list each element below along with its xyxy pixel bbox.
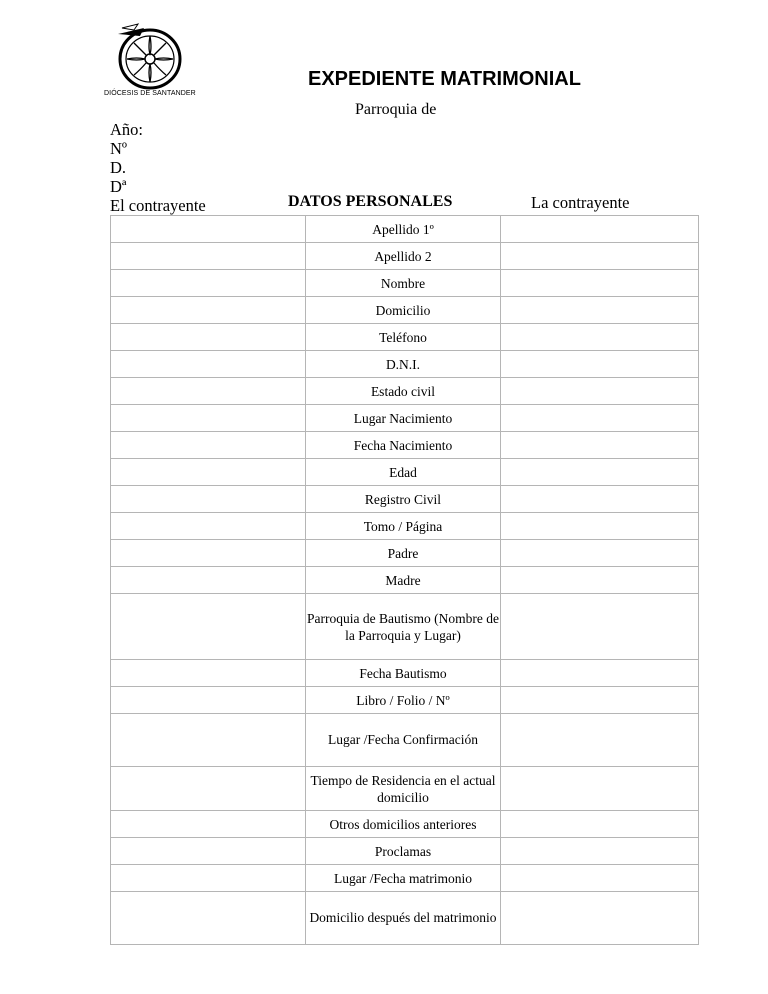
record-fields	[110, 120, 206, 215]
groom-cell[interactable]	[111, 297, 306, 324]
parish-label: Parroquia de	[355, 101, 437, 118]
table-row	[111, 767, 699, 811]
groom-cell[interactable]	[111, 865, 306, 892]
bride-name-label: Dª	[110, 177, 127, 196]
bride-cell[interactable]	[501, 767, 699, 811]
groom-cell[interactable]	[111, 270, 306, 297]
groom-header: El contrayente	[110, 196, 206, 215]
diocese-logo	[104, 22, 196, 102]
bride-cell[interactable]	[501, 567, 699, 594]
table-row	[111, 405, 699, 432]
field-label: Lugar /Fecha Confirmación	[306, 714, 501, 767]
groom-cell[interactable]	[111, 351, 306, 378]
field-label: D.N.I.	[306, 351, 501, 378]
bride-cell[interactable]	[501, 243, 699, 270]
groom-cell[interactable]	[111, 714, 306, 767]
field-label: Edad	[306, 459, 501, 486]
table-row	[111, 567, 699, 594]
document-title: EXPEDIENTE MATRIMONIAL	[308, 68, 581, 90]
bride-cell[interactable]	[501, 540, 699, 567]
table-row	[111, 811, 699, 838]
table-row	[111, 892, 699, 945]
groom-name-label: D.	[110, 158, 127, 177]
groom-cell[interactable]	[111, 216, 306, 243]
logo-caption: DIÓCESIS DE SANTANDER	[104, 90, 196, 97]
table-row	[111, 838, 699, 865]
field-label: Apellido 1º	[306, 216, 501, 243]
groom-cell[interactable]	[111, 486, 306, 513]
table-row	[111, 865, 699, 892]
table-row	[111, 378, 699, 405]
number-label: Nº	[110, 139, 128, 158]
field-label: Lugar Nacimiento	[306, 405, 501, 432]
table-row	[111, 324, 699, 351]
table-row	[111, 432, 699, 459]
bride-header: La contrayente	[531, 193, 630, 212]
diocese-seal-icon	[104, 22, 196, 92]
bride-cell[interactable]	[501, 687, 699, 714]
field-label: Tomo / Página	[306, 513, 501, 540]
groom-cell[interactable]	[111, 687, 306, 714]
bride-cell[interactable]	[501, 216, 699, 243]
field-label: Otros domicilios anteriores	[306, 811, 501, 838]
field-label: Parroquia de Bautismo (Nombre de la Parroquia y Lugar)	[306, 594, 501, 660]
bride-cell[interactable]	[501, 270, 699, 297]
groom-cell[interactable]	[111, 513, 306, 540]
field-label: Teléfono	[306, 324, 501, 351]
table-row	[111, 459, 699, 486]
field-label: Proclamas	[306, 838, 501, 865]
field-label: Padre	[306, 540, 501, 567]
table-row	[111, 243, 699, 270]
groom-cell[interactable]	[111, 324, 306, 351]
groom-cell[interactable]	[111, 767, 306, 811]
bride-cell[interactable]	[501, 486, 699, 513]
bride-cell[interactable]	[501, 513, 699, 540]
field-label: Lugar /Fecha matrimonio	[306, 865, 501, 892]
bride-cell[interactable]	[501, 324, 699, 351]
bride-cell[interactable]	[501, 838, 699, 865]
groom-cell[interactable]	[111, 459, 306, 486]
field-label: Fecha Bautismo	[306, 660, 501, 687]
field-label: Domicilio después del matrimonio	[306, 892, 501, 945]
table-row	[111, 687, 699, 714]
groom-cell[interactable]	[111, 405, 306, 432]
field-label: Domicilio	[306, 297, 501, 324]
groom-cell[interactable]	[111, 432, 306, 459]
table-row	[111, 513, 699, 540]
personal-data-header: DATOS PERSONALES	[288, 193, 453, 210]
groom-cell[interactable]	[111, 378, 306, 405]
groom-cell[interactable]	[111, 594, 306, 660]
table-row	[111, 216, 699, 243]
field-label: Fecha Nacimiento	[306, 432, 501, 459]
personal-data-table	[110, 215, 699, 945]
field-label: Tiempo de Residencia en el actual domicilio	[306, 767, 501, 811]
field-label: Estado civil	[306, 378, 501, 405]
groom-cell[interactable]	[111, 660, 306, 687]
groom-cell[interactable]	[111, 540, 306, 567]
table-row	[111, 714, 699, 767]
groom-cell[interactable]	[111, 838, 306, 865]
bride-cell[interactable]	[501, 432, 699, 459]
field-label: Apellido 2	[306, 243, 501, 270]
field-label: Madre	[306, 567, 501, 594]
bride-cell[interactable]	[501, 811, 699, 838]
bride-cell[interactable]	[501, 594, 699, 660]
table-row	[111, 297, 699, 324]
bride-cell[interactable]	[501, 865, 699, 892]
groom-cell[interactable]	[111, 243, 306, 270]
bride-cell[interactable]	[501, 351, 699, 378]
year-label: Año:	[110, 120, 143, 139]
table-row	[111, 486, 699, 513]
bride-cell[interactable]	[501, 378, 699, 405]
groom-cell[interactable]	[111, 892, 306, 945]
bride-cell[interactable]	[501, 459, 699, 486]
table-row	[111, 351, 699, 378]
table-row	[111, 594, 699, 660]
field-label: Nombre	[306, 270, 501, 297]
bride-cell[interactable]	[501, 714, 699, 767]
table-row	[111, 660, 699, 687]
bride-cell[interactable]	[501, 892, 699, 945]
bride-cell[interactable]	[501, 405, 699, 432]
bride-cell[interactable]	[501, 297, 699, 324]
field-label: Registro Civil	[306, 486, 501, 513]
groom-cell[interactable]	[111, 811, 306, 838]
table-row	[111, 540, 699, 567]
field-label: Libro / Folio / Nº	[306, 687, 501, 714]
groom-cell[interactable]	[111, 567, 306, 594]
table-row	[111, 270, 699, 297]
bride-cell[interactable]	[501, 660, 699, 687]
